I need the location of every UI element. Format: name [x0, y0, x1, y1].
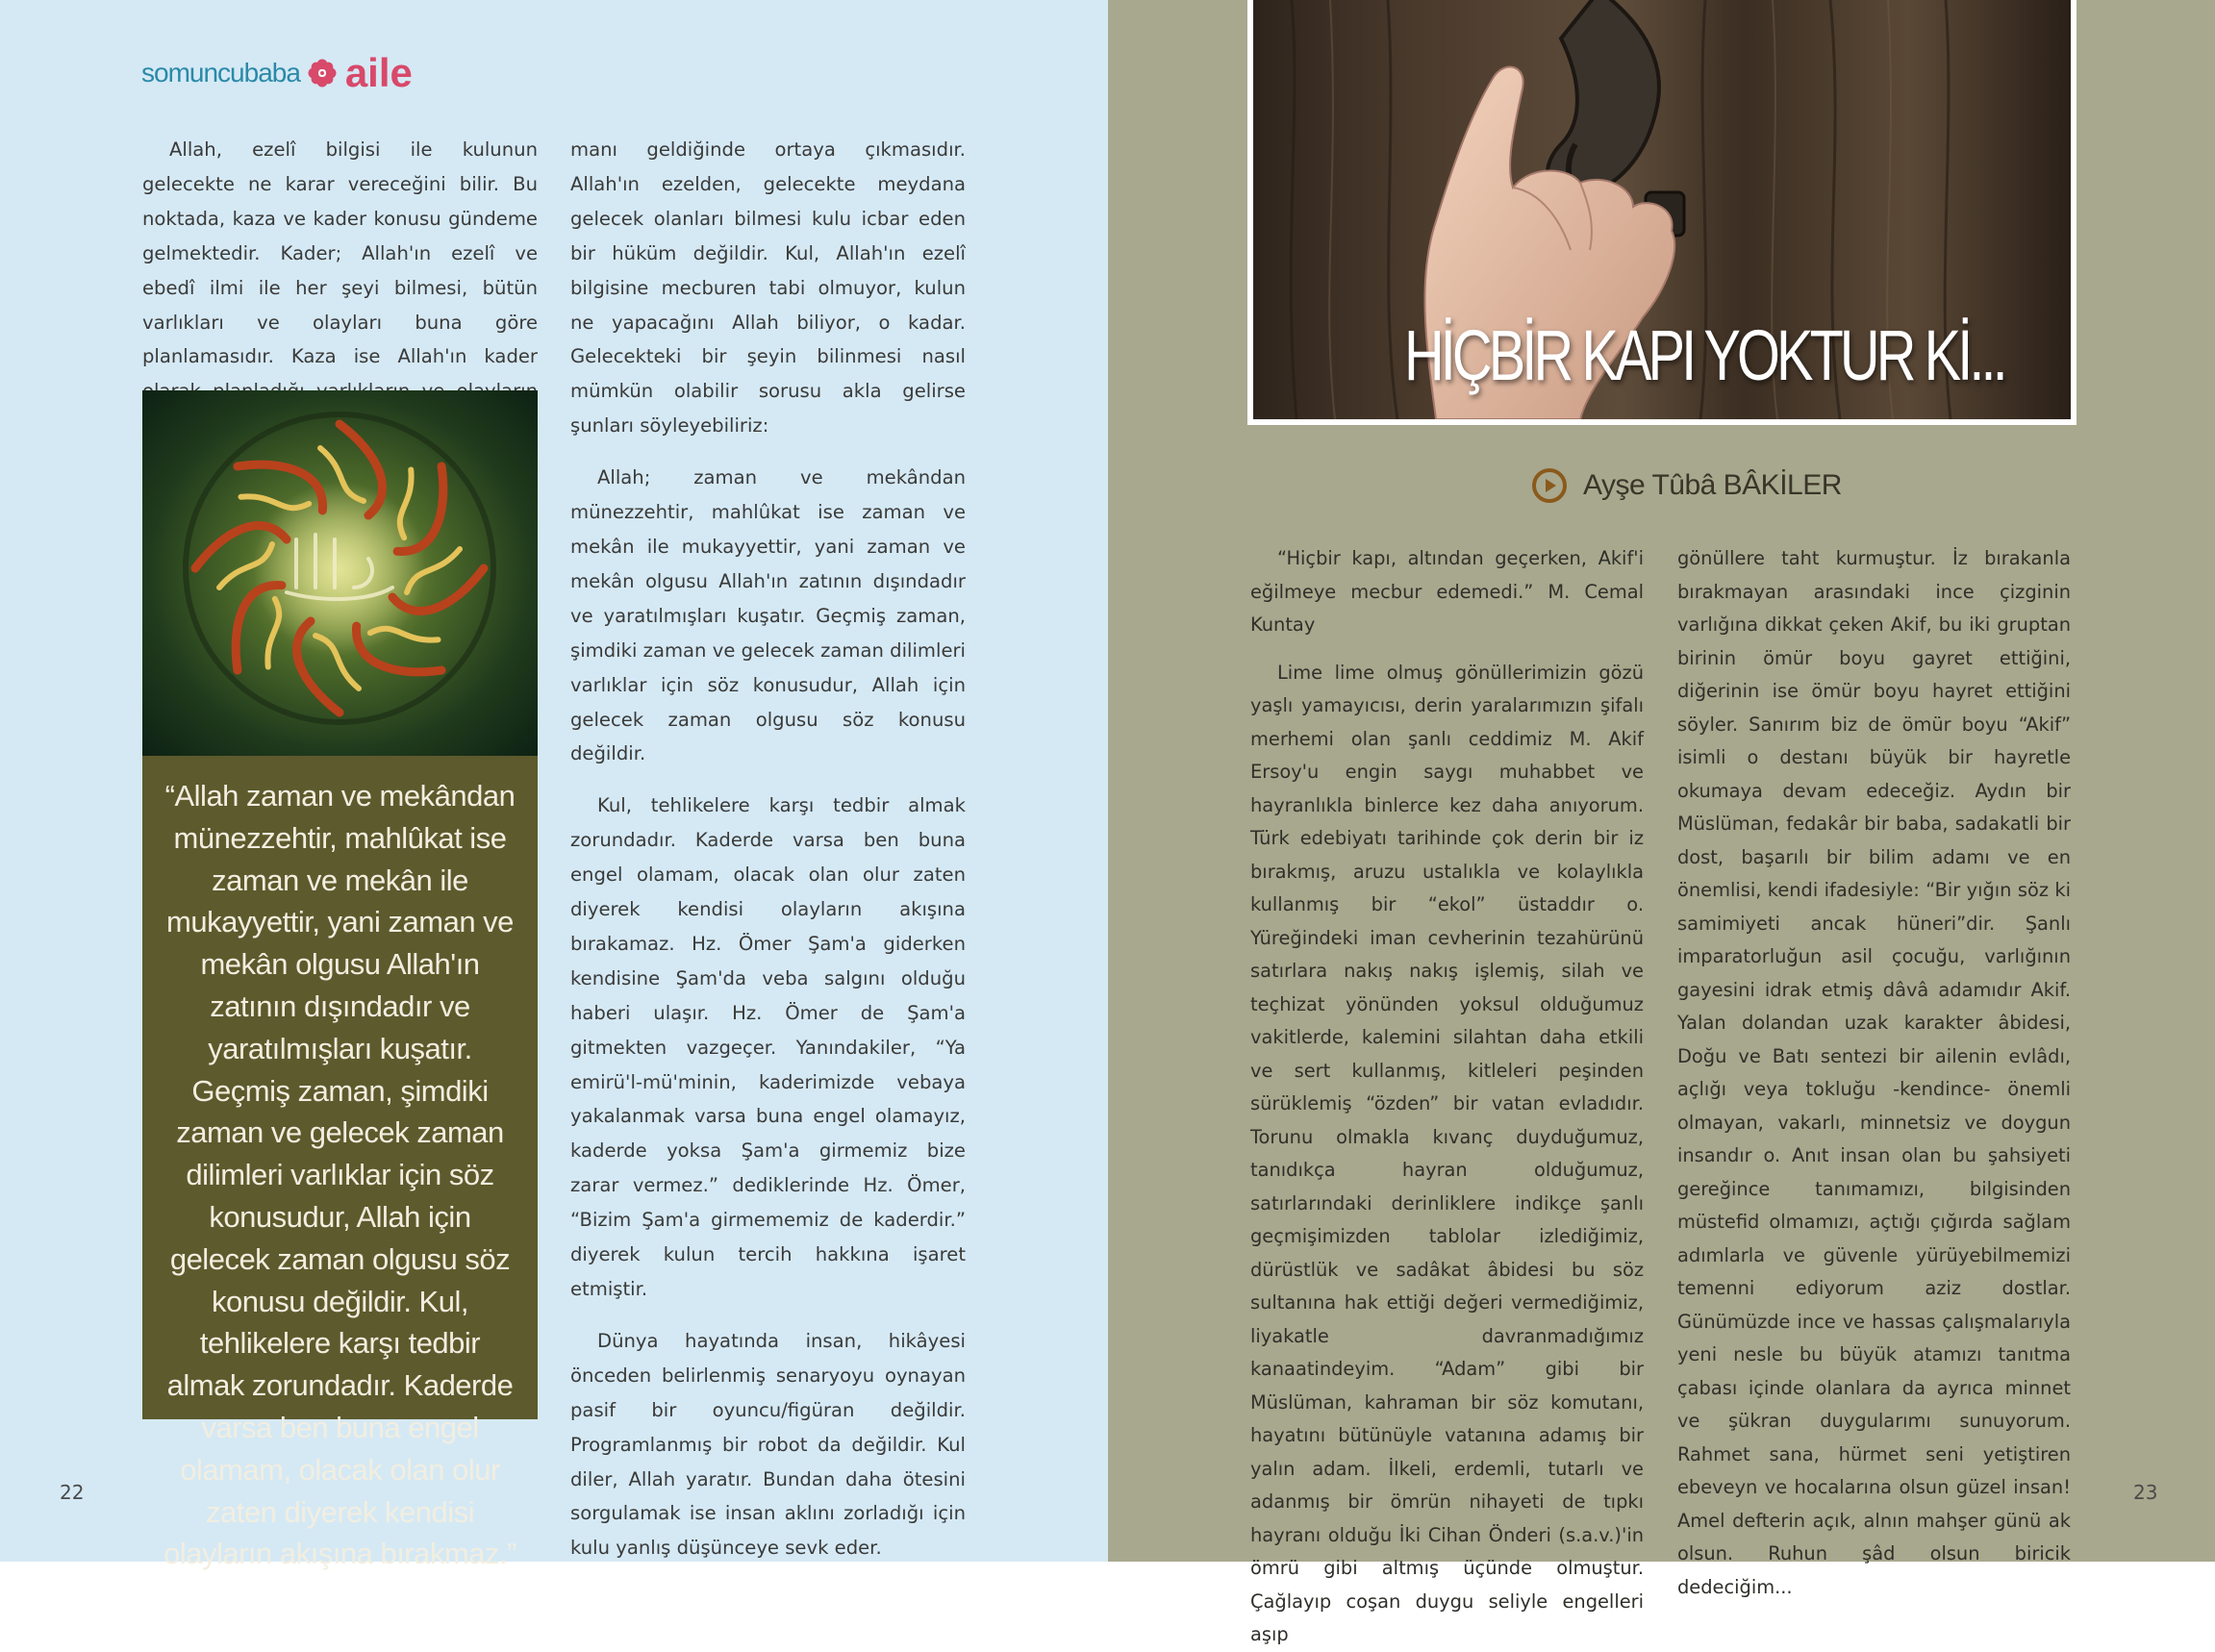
- play-circle-icon: [1531, 467, 1568, 504]
- magazine-logo: [141, 50, 413, 96]
- left-column-2: [570, 133, 966, 1565]
- paragraph: Allah, ezelî bilgisi ile kulunun gelecekte ne karar vereceğini bilir. Bu noktada, kaza ve kader konusu gündeme gelmektedir. Kader; Allah'ın ezelî ve ebedî ilmi ile her şeyi bilmesi, bütün varlıkları ve olayları buna göre planlamasıdır. Kaza ise Allah'ın kader: [142, 138, 538, 368]
- flower-icon: [308, 59, 337, 88]
- logo-brand: [141, 58, 300, 88]
- calligraphy-artwork: [142, 390, 538, 756]
- paragraph: “Hiçbir kapı, altından geçerken, Akif'i eğilmeye mecbur edemedi.” M. Cemal Kuntay: [1250, 547, 1644, 636]
- logo-section: aile: [344, 50, 413, 95]
- paragraph: Lime lime olmuş gönüllerimizin gözü yaşlı yamayıcısı, derin yaralarımızın şifalı merhemi olan şanlı ceddimiz M. Akif Ersoy'u engin saygı muhabbet ve hayranlıkla binlerce kez daha anıyorum. Türk edebiyatı tarihinde çok derin bir iz bırakmış, aruzu ustalıkla ve kolaylıkla kullanmış bir “ekol” üstaddır o. Yüreğindeki iman cevherinin tezahürünü satırlara nakış nakış işlemiş, silah ve teçhizat yönünden yoksul olduğumuz vakitlerde, kalemini silahtan daha etkili ve sert kullanmış, kitleleri peşinden sürüklemiş “özden” bir vatan evladıdır. Torunu olmakla kıvanç duyduğumuz, tanıdıkça hayran olduğumuz, satırlarındaki derinliklere indikçe şanlı geçmişimizden tablolar izlediğimiz, dürüstlük ve sadâkat âbidesi bu söz sultanına hak ettiği değeri vermediğimiz, liyakatle davranmadığımız kanaatindeyim. “Adam” gibi bir Müslüman, kahraman bir söz komutanı, hayatını bütünüyle vatanına adamış bir yalın adam. İlkeli, erdemli, tutarlı ve adanmış bir ömrün nihayeti de tıpkı hayranı olduğu İki Cihan Önderi (s.a.v.)'in ömrü gibi altmış üçünde olmuştur. Çağlayıp coşan duygu seliyle engelleri aşıp: [1250, 661, 1644, 1645]
- paragraph: Dünya hayatında insan, hikâyesi önceden belirlenmiş senaryoyu oynayan pasif bir oyuncu/figüran değildir. Programlanmış bir robot da değildir. Kul diler, Allah yaratır. Bundan daha ötesini sorgulamak ise insan aklını zorladığı için kulu yanlış düşünceye sevk eder.: [570, 1329, 966, 1560]
- logo-brand-part1: somuncu: [141, 58, 244, 88]
- article-headline: HİÇBİR KAPI YOKTUR Kİ...: [1404, 315, 2004, 395]
- calligraphy-artwork-image: [142, 390, 538, 756]
- logo-brand-part2: baba: [243, 58, 300, 88]
- page-number: 23: [2133, 1481, 2158, 1504]
- pull-quote: “Allah zaman ve mekândan münezzehtir, mahlûkat ise zaman ve mekân ile mukayyettir, yani zaman ve mekân olgusu Allah'ın zatının dışındadır ve yaratılmışları kuşatır. Geçmiş zaman, şimdiki zaman ve gelecek zaman dilimleri varlıklar için söz konusudur, Allah için gelecek zaman olgusu söz konusu değildir. Kul, tehlikelere karşı tedbir almak zorundadır. Kaderde varsa ben buna engel olamam, olacak olan olur zaten diyerek kendisi olayların akışına bırakmaz.”: [142, 756, 538, 1419]
- author-byline: [1531, 467, 1842, 504]
- left-page: [0, 0, 1108, 1571]
- author-name: Ayşe Tûbâ BÂKİLER: [1583, 469, 1842, 501]
- paragraph: gönüllere taht kurmuştur. İz bırakanla bırakmayan arasındaki ince çizginin varlığına dikkat çeken Akif, bu iki gruptan birinin ömür boyu gayret ettiğini, diğerinin ise ömür boyu hayret ettiğini söyler. Sanırım biz de ömür boyu “Akif” isimli o destanı büyük bir hayretle okumaya devam edeceğiz. Aydın bir Müslüman, fedakâr bir baba, sadakatli bir dost, başarılı bir bilim adamı ve en önemlisi, kendi ifadesiyle: “Bir yığın söz ki samimiyeti ancak hüneri”dir. Şanlı imparatorluğun asil çocuğu, varlığının gayesini idrak etmiş dâvâ adamıdır Akif. Yalan dolandan uzak karakter âbidesi, Doğu ve Batı sentezi bir ailenin evlâdı, açlığı veya tokluğu -kendince- önemli olmayan, vakarlı, minnetsiz ve doygun insandır o. Anıt insan olan bu şahsiyeti gereğince tanımamızı, bilgisinden müstefid olmamızı, açtığı çığırda sağlam adımlarla ve güvenle yürüyebilmemizi temenni ediyorum aziz dostlar. Günümüzde ince ve hassas çalışmalarıyla yeni nesle bu büyük atamızı tanıtma çabası içinde olanlara da ayrıca minnet ve şükran duygularımı sunuyorum. Rahmet sana, hürmet seni yetiştiren ebeveyn ve hocalarına olsun güzel insan! Amel defterin açık, alnın mahşer günü ak olsun. Ruhun şâd olsun biricik dedeciğim...: [1677, 547, 2071, 1598]
- right-column-1: [1250, 542, 1644, 1652]
- page-number: 22: [60, 1481, 85, 1504]
- paragraph: Allah; zaman ve mekândan münezzehtir, mahlûkat ise zaman ve mekân ile mukayyettir, yani zaman ve mekân olgusu Allah'ın zatının dışındadır ve yaratılmışları kuşatır. Geçmiş zaman, şimdiki zaman ve gelecek zaman dilimleri varlıklar için söz konusudur, Allah için gelecek zaman olgusu söz konusu değildir.: [570, 466, 966, 765]
- paragraph: manı geldiğinde ortaya çıkmasıdır. Allah'ın ezelden, gelecekte meydana gelecek olanları bilmesi kulu icbar eden bir hüküm değildir. Kul, Allah'ın ezelî bilgisine mecburen tabi olmuyor, kulun ne yapacağını Allah biliyor, o kadar. Gelecekteki bir şeyin bilinmesi nasıl mümkün olabilir sorusu akla gelirse şunları söyleyebiliriz:: [570, 138, 966, 438]
- right-column-2: [1677, 542, 2071, 1604]
- paragraph: Kul, tehlikelere karşı tedbir almak zorundadır. Kaderde varsa ben buna engel olamam, olacak olan olur zaten diyerek kendisi olayların akışına bırakamaz. Hz. Ömer Şam'a giderken kendisine Şam'da veba salgını olduğu haberi ulaşır. Hz. Ömer de Şam'a gitmekten vazgeçer. Yanındakiler, “Ya emirü'l-mü'minin, kaderimizde vebaya yakalanmak varsa buna engel olamayız, kaderde yoksa Şam'a girmemiz bize zarar vermez.” dediklerinde Hz. Ömer, “Bizim Şam'a girmememiz de kaderdir.” diyerek kulun tercih hakkına işaret etmiştir.: [570, 794, 966, 1300]
